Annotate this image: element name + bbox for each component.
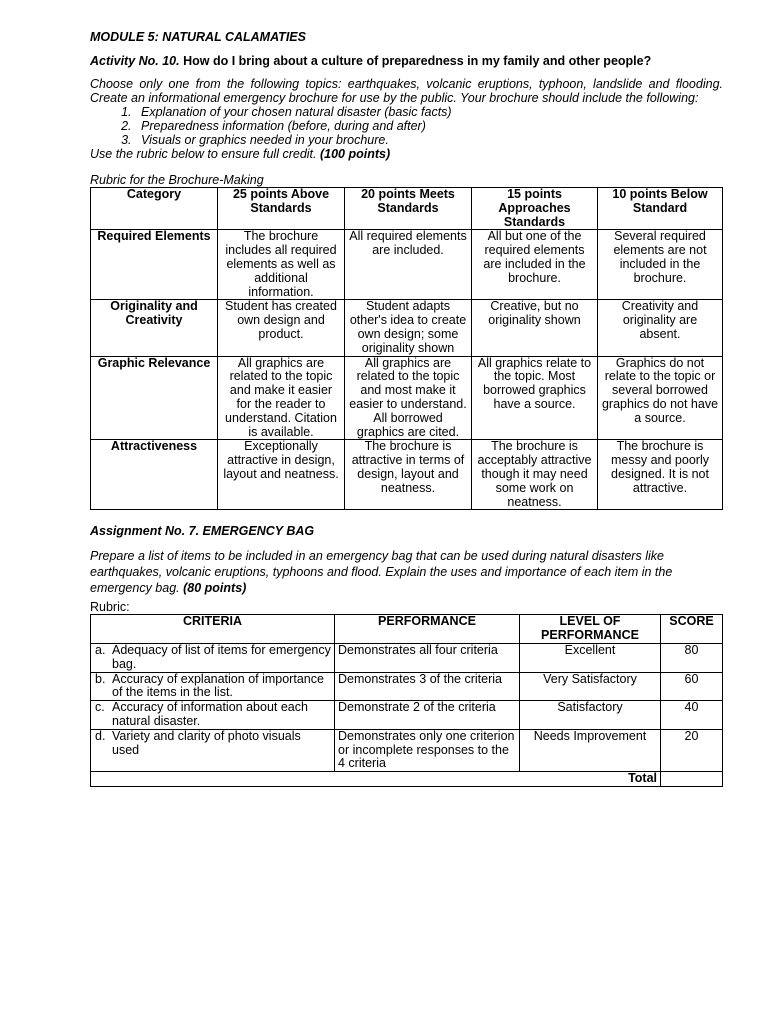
criteria-text: Variety and clarity of photo visuals used: [112, 728, 301, 757]
category-cell: Attractiveness: [91, 440, 218, 510]
use-rubric-line: [90, 147, 723, 161]
level-cell: Satisfactory: [520, 701, 661, 730]
assignment-text: [90, 548, 723, 596]
rubric-cell: Graphics do not relate to the topic or several borrowed graphics do not have a source.: [598, 356, 723, 440]
table-row: [91, 729, 723, 771]
activity-heading: [90, 54, 723, 68]
score-cell: 40: [661, 701, 723, 730]
criteria-cell: [91, 672, 335, 701]
rubric-cell: All graphics relate to the topic. Most borrowed graphics have a source.: [472, 356, 598, 440]
header-25-points: 25 points Above Standards: [218, 188, 345, 230]
assignment-points: (80 points): [183, 581, 247, 596]
criteria-text: Accuracy of explanation of importance of the items in the list.: [112, 671, 324, 700]
header-level: LEVEL OF PERFORMANCE: [520, 615, 661, 644]
rubric-cell: Creative, but no originality shown: [472, 300, 598, 356]
rubric-cell: The brochure includes all required elements as well as additional information.: [218, 230, 345, 300]
performance-cell: Demonstrate 2 of the criteria: [335, 701, 520, 730]
table-header-row: [91, 615, 723, 644]
brochure-rubric-table: [90, 187, 723, 510]
activity-question: How do I bring about a culture of preparedness in my family and other people?: [183, 54, 652, 68]
table-row: [91, 701, 723, 730]
criteria-marker: c.: [95, 700, 105, 715]
criteria-item: [94, 673, 331, 701]
level-cell: Excellent: [520, 643, 661, 672]
activity-points: (100 points): [319, 147, 391, 161]
performance-cell: Demonstrates 3 of the criteria: [335, 672, 520, 701]
rubric-cell: The brochure is messy and poorly designed. It is not attractive.: [598, 440, 723, 510]
table-row: [91, 643, 723, 672]
score-cell: 80: [661, 643, 723, 672]
category-cell: Originality and Creativity: [91, 300, 218, 356]
header-20-points: 20 points Meets Standards: [345, 188, 472, 230]
header-15-points: 15 points Approaches Standards: [472, 188, 598, 230]
requirement-item: 1. Explanation of your chosen natural disaster (basic facts): [135, 105, 723, 119]
table-row: [91, 440, 723, 510]
criteria-text: Accuracy of information about each natural disaster.: [112, 700, 308, 728]
criteria-cell: [91, 729, 335, 771]
criteria-marker: d.: [95, 728, 106, 743]
rubric-cell: Student has created own design and product.: [218, 300, 345, 356]
criteria-text: Adequacy of list of items for emergency bag.: [112, 642, 331, 671]
performance-cell: Demonstrates all four criteria: [335, 643, 520, 672]
category-cell: Required Elements: [91, 230, 218, 300]
header-criteria: CRITERIA: [91, 615, 335, 644]
criteria-marker: b.: [95, 671, 106, 686]
activity-label: Activity No. 10.: [90, 54, 180, 68]
score-cell: 60: [661, 672, 723, 701]
criteria-item: [94, 644, 331, 672]
score-cell: 20: [661, 729, 723, 771]
total-row: [91, 772, 723, 787]
table-row: [91, 300, 723, 356]
criteria-marker: a.: [95, 642, 106, 657]
table-row: [91, 356, 723, 440]
header-score: SCORE: [661, 615, 723, 644]
activity-instructions: Choose only one from the following topics: earthquakes, volcanic eruptions, typhoon, landslide and flooding. Create an informational emergency brochure for use by the public. Your brochure should include the following:: [90, 77, 723, 105]
rubric-cell: Creativity and originality are absent.: [598, 300, 723, 356]
level-cell: Very Satisfactory: [520, 672, 661, 701]
category-cell: Graphic Relevance: [91, 356, 218, 440]
assignment-title: Assignment No. 7. EMERGENCY BAG: [90, 524, 315, 539]
module-title: MODULE 5: NATURAL CALAMATIES: [90, 30, 306, 44]
total-score-cell[interactable]: [661, 772, 723, 787]
criteria-item: [94, 701, 331, 729]
rubric-cell: All graphics are related to the topic and make it easier for the reader to understand. Citation is available.: [218, 356, 345, 440]
rubric-cell: Several required elements are not included in the brochure.: [598, 230, 723, 300]
requirement-item: 3. Visuals or graphics needed in your brochure.: [135, 133, 723, 147]
assignment-instructions: Prepare a list of items to be included in an emergency bag that can be used during natural disasters like earthquakes, volcanic eruptions, typhoons and flood. Explain the uses and importance of each item in the emergency bag.: [90, 549, 673, 596]
header-category: Category: [91, 188, 218, 230]
rubric-cell: All but one of the required elements are included in the brochure.: [472, 230, 598, 300]
criteria-cell: [91, 701, 335, 730]
table-header-row: [91, 188, 723, 230]
rubric-cell: All required elements are included.: [345, 230, 472, 300]
document-page: [90, 30, 723, 787]
table-row: [91, 672, 723, 701]
bag-rubric-table: [90, 614, 723, 787]
rubric-cell: The brochure is acceptably attractive though it may need some work on neatness.: [472, 440, 598, 510]
rubric-cell: Student adapts other's idea to create own design; some originality shown: [345, 300, 472, 356]
use-rubric-text: Use the rubric below to ensure full credit.: [90, 147, 317, 161]
criteria-item: [94, 730, 331, 758]
requirement-item: 2. Preparedness information (before, during and after): [135, 119, 723, 133]
brochure-rubric-caption: Rubric for the Brochure-Making: [90, 173, 264, 187]
table-row: [91, 230, 723, 300]
bag-rubric-label: Rubric:: [90, 600, 130, 615]
header-performance: PERFORMANCE: [335, 615, 520, 644]
requirements-list: [90, 105, 723, 147]
rubric-cell: Exceptionally attractive in design, layout and neatness.: [218, 440, 345, 510]
rubric-cell: All graphics are related to the topic and most make it easier to understand. All borrowed graphics are cited.: [345, 356, 472, 440]
header-10-points: 10 points Below Standard: [598, 188, 723, 230]
total-label: Total: [91, 772, 661, 787]
performance-cell: Demonstrates only one criterion or incomplete responses to the 4 criteria: [335, 729, 520, 771]
rubric-cell: The brochure is attractive in terms of design, layout and neatness.: [345, 440, 472, 510]
level-cell: Needs Improvement: [520, 729, 661, 771]
criteria-cell: [91, 643, 335, 672]
